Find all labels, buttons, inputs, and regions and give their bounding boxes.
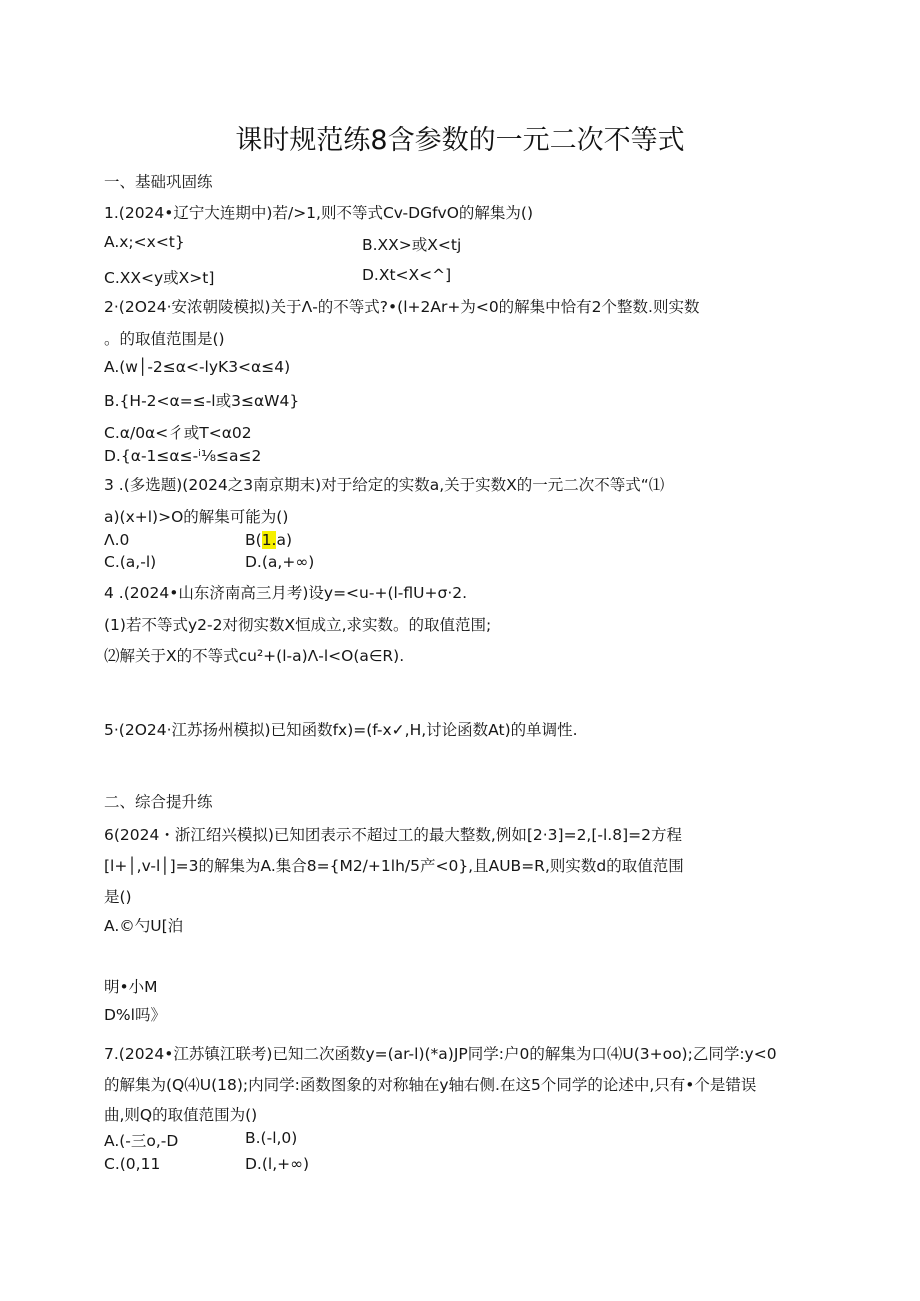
question-5-stem: 5·(2O24·江苏扬州模拟)已知函数fx)=(f-x✓,H,讨论函数At)的单调性. — [104, 721, 578, 739]
question-4-part-2: ⑵解关于X的不等式cu²+(l-a)Λ-l<O(a∈R). — [104, 647, 405, 665]
question-6-option-b: 明•小M — [104, 978, 158, 996]
question-6-stem-line2: [l+│,v-l│]=3的解集为A.集合8={M2∕+1lh/5产<0},且AUB=R,则实数d的取值范围 — [104, 857, 684, 875]
question-6-stem-line1: 6(2024・浙江绍兴模拟)已知团表示不超过工的最大整数,例如[2·3]=2,[-l.8]=2方程 — [104, 826, 682, 844]
question-3-option-b — [245, 531, 292, 549]
question-3-option-b-prefix: B( — [245, 531, 262, 549]
question-7-option-a: A.(-三o,-D — [104, 1132, 179, 1150]
question-3-option-a: Λ.0 — [104, 531, 130, 549]
question-7-option-d: D.(l,+∞) — [245, 1155, 310, 1173]
question-2-stem-line1: 2·(2O24·安浓朝陵模拟)关于Λ-的不等式?•(l+2Ar+为<0的解集中恰有2个整数.则实数 — [104, 298, 700, 316]
question-7-stem-line2: 的解集为(Q⑷U(18);内同学:函数图象的对称轴在y轴右侧.在这5个同学的论述中,只有•个是错误 — [104, 1076, 757, 1094]
question-6-option-c: D%l吗》 — [104, 1006, 166, 1024]
question-3-stem-line2: a)(x+l)>O的解集可能为() — [104, 508, 289, 526]
question-2-option-c: C.α/0α<彳或T<α02 — [104, 424, 252, 442]
question-2-option-b: B.{H-2<α=≤-l或3≤αW4} — [104, 392, 300, 410]
page-title: 课时规范练8含参数的一元二次不等式 — [235, 125, 685, 156]
question-7-stem-line3: 曲,则Q的取值范围为() — [104, 1106, 258, 1124]
question-6-stem-line3: 是() — [104, 888, 132, 906]
question-1-option-a: A.x;<x<t} — [104, 233, 185, 251]
question-4-part-1: (1)若不等式y2-2对彻实数X恒成立,求实数。的取值范围; — [104, 616, 492, 634]
question-7-stem-line1: 7.(2024•江苏镇江联考)已知二次函数y=(ar-l)(*a)JP同学:户0的解集为口⑷U(3+oo);乙同学:y<0 — [104, 1045, 777, 1063]
question-3-option-b-suffix: a) — [276, 531, 293, 549]
question-3-stem-line1: 3 .(多选题)(2024之3南京期末)对于给定的实数a,关于实数X的一元二次不等式“⑴ — [104, 476, 665, 494]
question-1-option-d: D.Xt<X<^] — [362, 266, 452, 284]
question-2-stem-line2: 。的取值范围是() — [104, 330, 225, 348]
question-1-option-c: C.XX<y或X>t] — [104, 269, 215, 287]
highlighted-text: 1. — [261, 531, 277, 549]
question-7-option-c: C.(0,11 — [104, 1155, 161, 1173]
question-6-option-a: A.©勺U[泊 — [104, 917, 184, 935]
question-1-option-b: B.XX>或X<tj — [362, 236, 462, 254]
section-heading-comprehensive: 二、综合提升练 — [104, 793, 213, 811]
question-4-stem: 4 .(2024•山东济南高三月考)设y=<u-+(l-flU+σ·2. — [104, 584, 468, 602]
question-1-stem: 1.(2024•辽宁大连期中)若/>1,则不等式Cv-DGfvO的解集为() — [104, 204, 534, 222]
section-heading-basic: 一、基础巩固练 — [104, 173, 213, 191]
question-2-option-d: D.{α-1≤α≤-ⁱ⅛≤a≤2 — [104, 447, 262, 465]
question-7-option-b: B.(-l,0) — [245, 1129, 298, 1147]
question-3-option-c: C.(a,-l) — [104, 553, 157, 571]
question-2-option-a: A.(w│-2≤α<-lyK3<α≤4) — [104, 358, 291, 376]
question-3-option-d: D.(a,+∞) — [245, 553, 315, 571]
